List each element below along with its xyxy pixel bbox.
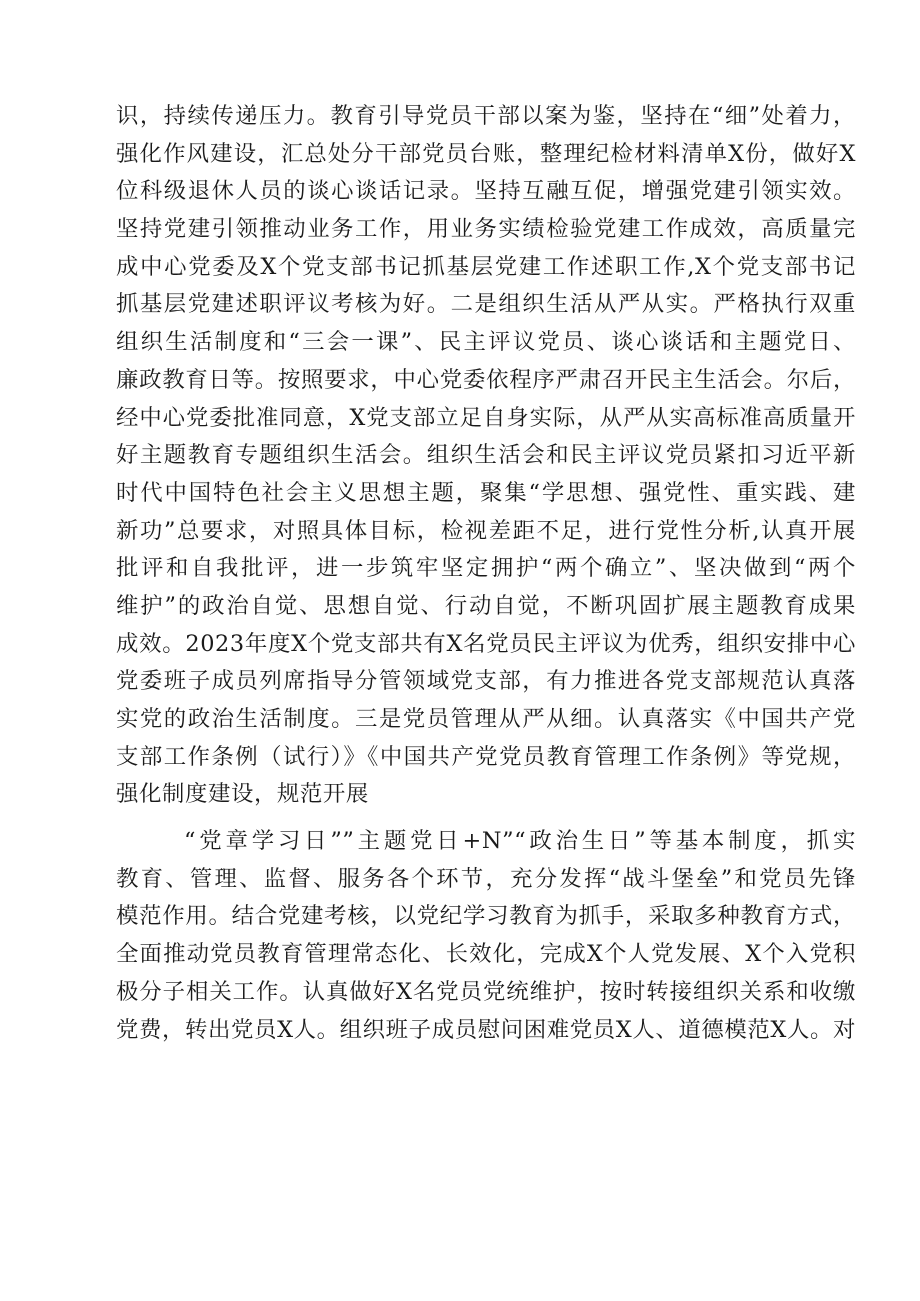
text-line: 模范作用。结合党建考核，以党纪学习教育为抓手，采取多种教育方式， [116,903,856,930]
text-line: 党委班子成员列席指导分管领域党支部，有力推进各党支部规范认真落 [116,668,856,695]
text-line: 全面推动党员教育管理常态化、长效化，完成X个人党发展、X个入党积 [116,941,856,968]
text-line: 位科级退休人员的谈心谈话记录。坚持互融互促，增强党建引领实效。 [116,178,856,205]
paragraph-2 [116,823,856,1049]
text-line: 成中心党委及X个党支部书记抓基层党建工作述职工作,X个党支部书记 [116,253,856,280]
text-line: “党章学习日””主题党日+N”“政治生日”等基本制度，抓实 [184,828,856,855]
text-line: 强化制度建设，规范开展 [116,781,369,808]
text-line: 党费，转出党员X人。组织班子成员慰问困难党员X人、道德模范X人。对 [116,1016,856,1043]
text-line: 支部工作条例（试行）》《中国共产党党员教育管理工作条例》等党规， [116,743,856,770]
text-line: 批评和自我批评，进一步筑牢坚定拥护“两个确立”、坚决做到“两个 [116,555,856,582]
paragraph-gap [116,814,856,823]
text-line: 教育、管理、监督、服务各个环节，充分发挥“战斗堡垒”和党员先锋 [116,865,856,892]
document-body [116,98,856,1049]
text-line: 好主题教育专题组织生活会。组织生活会和民主评议党员紧扣习近平新 [116,442,856,469]
text-line: 经中心党委批准同意，X党支部立足自身实际，从严从实高标准高质量开 [116,404,856,431]
text-line: 识，持续传递压力。教育引导党员干部以案为鉴，坚持在“细”处着力， [116,103,856,129]
text-line: 成效。2023年度X个党支部共有X名党员民主评议为优秀，组织安排中心 [116,630,856,657]
text-line: 抓基层党建述职评议考核为好。二是组织生活从严从实。严格执行双重 [116,291,856,318]
paragraph-1 [116,98,856,814]
text-line: 极分子相关工作。认真做好X名党员党统维护，按时转接组织关系和收缴 [116,978,856,1005]
text-line: 新功”总要求，对照具体目标，检视差距不足，进行党性分析,认真开展 [116,517,856,544]
text-line: 维护”的政治自觉、思想自觉、行动自觉，不断巩固扩展主题教育成果 [116,592,856,619]
text-line: 时代中国特色社会主义思想主题，聚集“学思想、强党性、重实践、建 [116,479,856,506]
text-line: 实党的政治生活制度。三是党员管理从严从细。认真落实《中国共产党 [116,706,856,732]
text-line: 坚持党建引领推动业务工作，用业务实绩检验党建工作成效，高质量完 [116,216,856,243]
text-line: 组织生活制度和“三会一课”、民主评议党员、谈心谈话和主题党日、 [116,329,856,356]
text-line: 强化作风建设，汇总处分干部党员台账，整理纪检材料清单X份，做好X [116,140,856,167]
text-line: 廉政教育日等。按照要求，中心党委依程序严肃召开民主生活会。尔后， [116,366,856,393]
